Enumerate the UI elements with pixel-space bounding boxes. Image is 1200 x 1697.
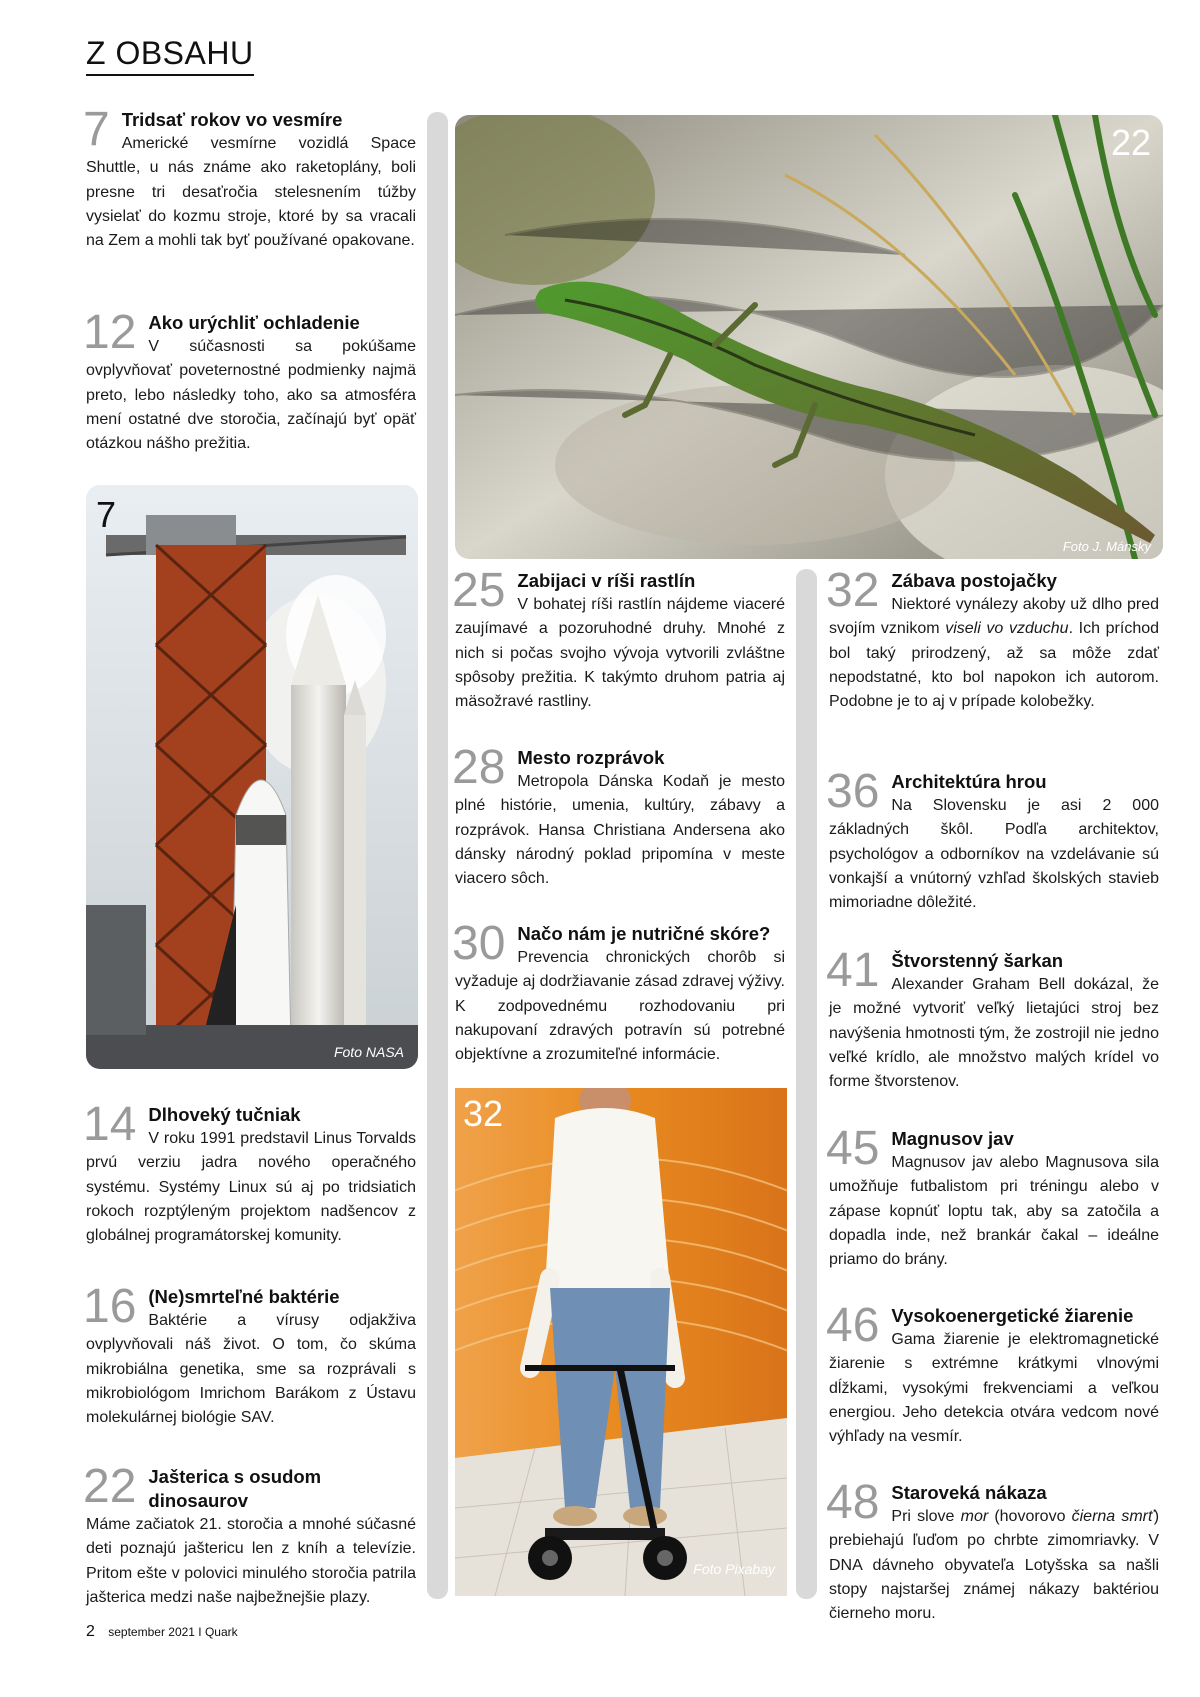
article-heading: (Ne)smrteľné baktérie bbox=[148, 1286, 340, 1307]
footer-page-number: 2 bbox=[86, 1623, 95, 1640]
article-page-number: 46 bbox=[826, 1299, 880, 1352]
article-summary: Niektoré vynálezy akoby už dlho pred svojím vznikom viseli vo vzduchu. Ich príchod bol taký prirodzený, až sa môže zdať nepodstatné, kto bol napokon ich autorom. Podobne je to aj v prípade kolobežky. bbox=[829, 596, 1160, 711]
article-item[interactable] bbox=[83, 1460, 416, 1610]
shuttle-photo bbox=[86, 485, 418, 1069]
photo-page-number: 7 bbox=[96, 494, 117, 535]
shuttle-illustration bbox=[86, 485, 418, 1069]
article-heading: Magnusov jav bbox=[891, 1128, 1014, 1149]
lizard-illustration bbox=[455, 115, 1163, 559]
article-heading: Tridsať rokov vo vesmíre bbox=[121, 109, 343, 130]
article-page-number: 25 bbox=[452, 564, 506, 617]
article-item[interactable] bbox=[826, 765, 1159, 915]
footer-issue: september 2021 I Quark bbox=[108, 1625, 238, 1639]
article-item[interactable] bbox=[826, 1299, 1159, 1449]
article-heading: Mesto rozprávok bbox=[517, 747, 665, 768]
article-heading: Staroveká nákaza bbox=[891, 1482, 1047, 1503]
article-summary: V súčasnosti sa pokúšame ovplyvňovať poveternostné podmienky najmä preto, lebo následky toho, ako sa atmosféra mení ostatné dve storočia, začínajú byť opäť otázkou nášho prežitia. bbox=[86, 338, 416, 453]
article-page-number: 12 bbox=[83, 306, 137, 359]
article-page-number: 48 bbox=[826, 1476, 880, 1529]
article-heading: Dlhoveký tučniak bbox=[148, 1104, 301, 1125]
article-summary: Prevencia chronických chorôb si vyžaduje aj dodržiavanie zásad zdravej výživy. K zodpovednému rozhodovaniu pri nakupovaní zdravých potravín sú potrebné objektívne a zrozumiteľné informácie. bbox=[455, 949, 785, 1064]
article-summary: Pri slove mor (hovorovo čierna smrť) prebiehajú ľuďom po chrbte zimomriavky. V DNA dávneho obyvateľa Lotyšska sa našli stopy najstaršej známej nákazy baktériou čierneho moru. bbox=[829, 1508, 1160, 1623]
article-summary: Na Slovensku je asi 2 000 základných škôl. Podľa architektov, psychológov a odborníkov na vzdelávanie sú vonkajší a vnútorný vzhľad školských stavieb mimoriadne dôležité. bbox=[829, 797, 1159, 912]
article-heading: Architektúra hrou bbox=[891, 771, 1047, 792]
article-item[interactable] bbox=[826, 1122, 1159, 1272]
article-heading: Načo nám je nutričné skóre? bbox=[517, 923, 771, 944]
article-heading: Vysokoenergetické žiarenie bbox=[891, 1305, 1134, 1326]
article-heading: Jašterica s osudom dinosaurov bbox=[148, 1466, 322, 1511]
article-summary: Metropola Dánska Kodaň je mesto plné histórie, umenia, kultúry, zábavy a rozprávok. Hansa Christiana Andersena ako dánsky národný poklad pripomína v meste viacero sôch. bbox=[455, 773, 785, 888]
scooter-photo bbox=[455, 1088, 787, 1596]
article-summary: Baktérie a vírusy odjakživa ovplyvňovali náš život. O tom, čo skúma mikrobiálna genetika, sme sa rozprávali s mikrobiológom Imrichom Barákom z Ústavu molekulárnej biológie SAV. bbox=[86, 1312, 416, 1427]
photo-credit: Foto Pixabay bbox=[693, 1561, 775, 1577]
page-footer bbox=[86, 1623, 238, 1641]
article-item[interactable] bbox=[826, 1476, 1160, 1626]
article-item[interactable] bbox=[452, 564, 785, 714]
article-summary: Alexander Graham Bell dokázal, že je možné vytvoriť veľký lietajúci stroj bez navýšenia hmotnosti tým, že zostrojil nie jedno veľké krídlo, ale množstvo malých krídel vo forme štvorstenov. bbox=[829, 976, 1159, 1091]
article-page-number: 30 bbox=[452, 917, 506, 970]
article-page-number: 14 bbox=[83, 1098, 137, 1151]
article-page-number: 22 bbox=[83, 1460, 137, 1513]
article-summary: Magnusov jav alebo Magnusova sila umožňuje futbalistom pri tréningu alebo v zápase kopnúť loptu tak, aby sa zatočila a dopadla inde, než brankár čakal – ideálne priamo do brány. bbox=[829, 1154, 1159, 1269]
photo-page-number: 32 bbox=[463, 1093, 504, 1134]
lizard-photo bbox=[455, 115, 1163, 559]
photo-credit: Foto J. Mánsky bbox=[1062, 539, 1151, 554]
page-title: Z OBSAHU bbox=[86, 36, 254, 76]
article-item[interactable] bbox=[83, 1280, 416, 1430]
column-divider-left bbox=[427, 112, 448, 1599]
article-item[interactable] bbox=[452, 741, 785, 891]
article-heading: Ako urýchliť ochladenie bbox=[148, 312, 360, 333]
article-summary: Máme začiatok 21. storočia a mnohé súčasné deti poznajú jaštericu len z kníh a televízie. Pritom ešte v polovici minulého storočia patrila jašterica medzi naše najbežnejšie plazy. bbox=[86, 1516, 416, 1606]
article-item[interactable] bbox=[83, 103, 416, 253]
article-page-number: 41 bbox=[826, 944, 880, 997]
photo-page-number: 22 bbox=[1110, 122, 1151, 163]
article-page-number: 28 bbox=[452, 741, 506, 794]
article-summary: V roku 1991 predstavil Linus Torvalds prvú verziu jadra nového operačného systému. Systémy Linux sú aj po tridsiatich rokoch rozptýleným projektom nadšencov z globálnej programátorskej komunity. bbox=[86, 1130, 416, 1245]
article-item[interactable] bbox=[452, 917, 785, 1067]
article-item[interactable] bbox=[826, 944, 1159, 1094]
article-item[interactable] bbox=[83, 306, 416, 456]
photo-credit: Foto NASA bbox=[333, 1044, 404, 1060]
article-item[interactable] bbox=[826, 564, 1160, 714]
article-summary: Americké vesmírne vozidlá Space Shuttle, u nás známe ako raketoplány, boli presne tri desaťročia stelesnením túžby vysielať do kozmu stroje, ktoré by sa vracali na Zem a mohli tak byť používané opakovane. bbox=[86, 135, 416, 250]
article-page-number: 36 bbox=[826, 765, 880, 818]
article-heading: Štvorstenný šarkan bbox=[891, 950, 1064, 971]
scooter-illustration bbox=[455, 1088, 787, 1596]
article-page-number: 45 bbox=[826, 1122, 880, 1175]
article-heading: Zabijaci v ríši rastlín bbox=[517, 570, 696, 591]
article-page-number: 16 bbox=[83, 1280, 137, 1333]
article-page-number: 32 bbox=[826, 564, 880, 617]
article-page-number: 7 bbox=[83, 103, 110, 156]
article-summary: V bohatej ríši rastlín nájdeme viaceré zaujímavé a pozoruhodné druhy. Mnohé z nich si počas svojho vývoja vytvorili zvláštne spôsoby prežitia. K takýmto druhom patria aj mäsožravé rastliny. bbox=[455, 596, 785, 711]
column-divider-right bbox=[796, 569, 817, 1599]
article-heading: Zábava postojačky bbox=[891, 570, 1057, 591]
article-item[interactable] bbox=[83, 1098, 416, 1248]
article-summary: Gama žiarenie je elektromagnetické žiarenie s extrémne krátkymi vlnovými dĺžkami, vysokými frekvenciami a veľkou energiou. Jeho detekcia otvára vedcom nové výhľady na vesmír. bbox=[829, 1331, 1159, 1446]
